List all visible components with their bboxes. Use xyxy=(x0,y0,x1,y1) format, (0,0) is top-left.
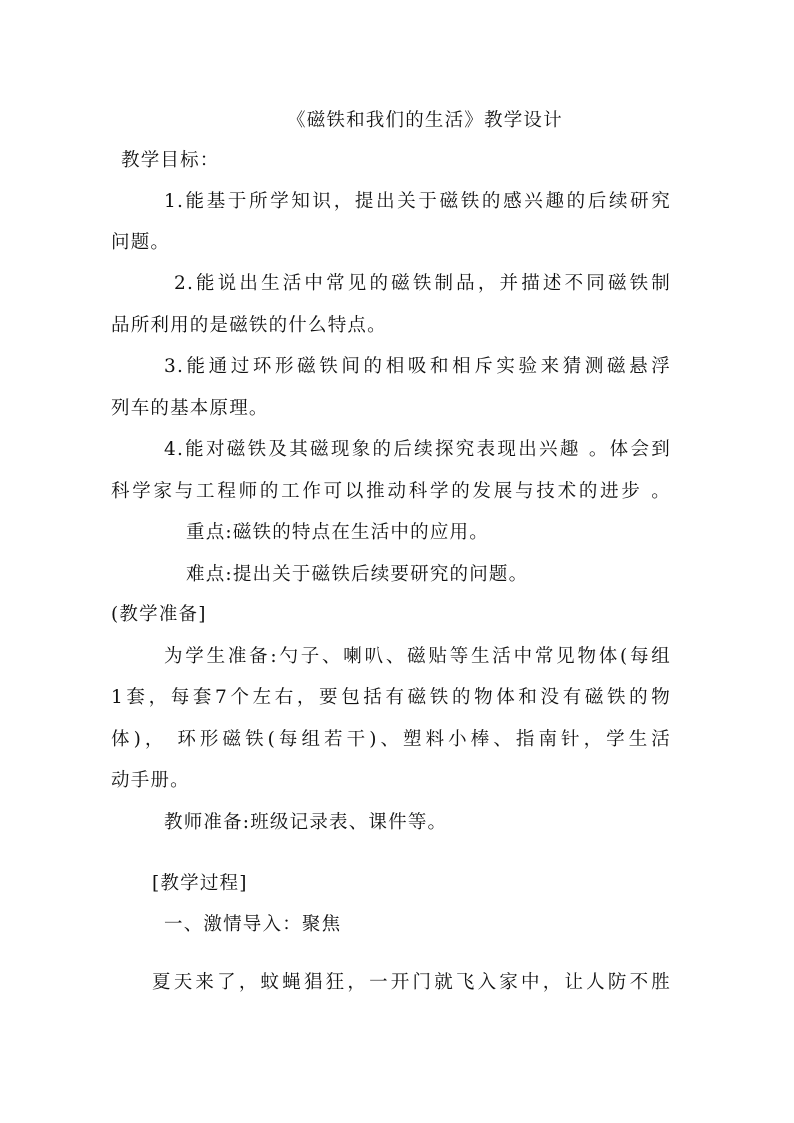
section-heading-preparation: (教学准备] xyxy=(111,604,207,625)
teacher-prep: 教师准备:班级记录表、课件等。 xyxy=(164,812,448,833)
section-heading-objectives: 教学目标： xyxy=(121,150,220,171)
process-step-1: 一、激情导入：聚焦 xyxy=(164,914,342,935)
student-prep-line-3: 体)， 环形磁铁(每组若干)、塑料小棒、指南针，学生活 xyxy=(111,729,671,750)
difficulty-point: 难点:提出关于磁铁后续要研究的问题。 xyxy=(186,564,529,585)
student-prep-line-4: 动手册。 xyxy=(111,770,190,791)
objective-2-line-1: 2.能说出生活中常见的磁铁制品，并描述不同磁铁制 xyxy=(174,273,671,294)
student-prep-line-1: 为学生准备:勺子、喇叭、磁贴等生活中常见物体(每组 xyxy=(164,646,671,667)
objective-1-line-1: 1.能基于所学知识，提出关于磁铁的感兴趣的后续研究 xyxy=(164,191,671,212)
section-heading-process: [教学过程] xyxy=(152,873,248,894)
student-prep-line-2: 1套，每套7个左右，要包括有磁铁的物体和没有磁铁的物 xyxy=(111,687,671,708)
key-point: 重点:磁铁的特点在生活中的应用。 xyxy=(186,522,489,543)
objective-1-line-2: 问题。 xyxy=(111,232,171,253)
objective-2-line-2: 品所利用的是磁铁的什么特点。 xyxy=(111,315,387,336)
intro-paragraph-line-1: 夏天来了，蚊蝇猖狂，一开门就飞入家中，让人防不胜 xyxy=(152,972,671,993)
objective-3-line-2: 列车的基本原理。 xyxy=(111,398,269,419)
document-title: 《磁铁和我们的生活》教学设计 xyxy=(287,110,563,131)
objective-4-line-2: 科学家与工程师的工作可以推动科学的发展与技术的进步 。 xyxy=(111,481,671,502)
objective-4-line-1: 4.能对磁铁及其磁现象的后续探究表现出兴趣 。体会到 xyxy=(164,439,671,460)
objective-3-line-1: 3.能通过环形磁铁间的相吸和相斥实验来猜测磁悬浮 xyxy=(164,356,671,377)
